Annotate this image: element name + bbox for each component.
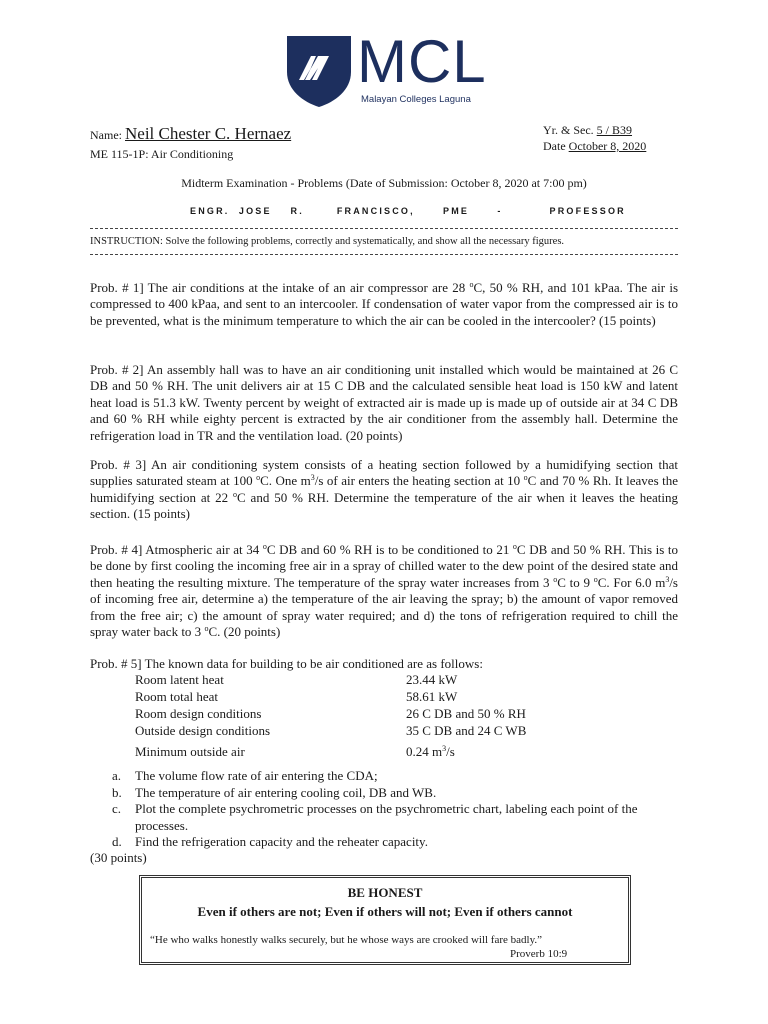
problem-2: Prob. # 2] An assembly hall was to have an air conditioning unit installed which would be maintained at 26 C DB and 50 % RH. The unit delivers air at 15 C DB and the calculated sensible heat load is 150 kW and latent heat load is 51.3 kW. Twenty percent by weight of extracted air is made up is made up of outside air at 34 C DB and 60 % RH while eighty percent is extracted by the air conditioner from the assembly hall. Determine the refrigeration load in TR and the ventilation load. (20 points)	[90, 362, 678, 443]
problem-5-questions	[112, 768, 678, 851]
exam-title: Midterm Examination - Problems (Date of Submission: October 8, 2020 at 7:00 pm)	[181, 176, 587, 190]
list-item: b. The temperature of air entering cooling coil, DB and WB.	[112, 784, 437, 800]
list-item: c. Plot the complete psychrometric processes on the psychrometric chart, labeling each point of the processes.	[112, 801, 638, 833]
year-section	[543, 123, 632, 138]
date-value: October 8, 2020	[568, 139, 647, 153]
proverb-quote: “He who walks honestly walks securely, but he whose ways are crooked will fare badly.”	[150, 934, 543, 946]
known-data-table	[135, 671, 526, 760]
date-label: Date	[543, 139, 566, 153]
logo-wordmark: MCL	[357, 28, 487, 95]
professor-line: ENGR. JOSE R. FRANCISCO, PME - PROFESSOR	[190, 206, 626, 216]
course-title: ME 115-1P: Air Conditioning	[90, 147, 234, 161]
date	[543, 139, 646, 154]
student-name-row	[90, 124, 291, 144]
problem-1: Prob. # 1] The air conditions at the intake of an air compressor are 28 $^o$C, 50 % RH, and 101 kPaa. The air is compressed to 400 kPaa, and sent to an intercooler. If condensation of water vapor from the compressed air is to be prevented, what is the minimum temperature to which the air can be cooled in the intercooler? (15 points)	[90, 280, 679, 328]
list-item: d. Find the refrigeration capacity and the reheater capacity.	[112, 834, 428, 849]
honesty-title: BE HONEST	[347, 885, 423, 900]
mcl-logo	[285, 30, 485, 110]
honesty-box	[139, 875, 631, 965]
divider-bottom	[90, 254, 678, 255]
student-name: Neil Chester C. Hernaez	[125, 124, 292, 143]
problem-3: Prob. # 3] An air conditioning system consists of a heating section followed by a humidifying section that supplies saturated steam at 100 $^o$C. One $m^3/s$ of air enters the heating section at 10 $^o$C and 70 % Rh. It leaves the humidifying section at 22 $^o$C and 50 % RH. Determine the temperature of the air when it leaves the heating section. (15 points)	[90, 457, 679, 522]
instruction: INSTRUCTION: Solve the following problems, correctly and systematically, and show all the necessary figures.	[90, 236, 565, 247]
list-item: a. The volume flow rate of air entering the CDA;	[112, 768, 378, 783]
honesty-subtitle: Even if others are not; Even if others will not; Even if others cannot	[197, 904, 573, 919]
shield-emblem-icon	[285, 32, 353, 108]
table-row: Minimum outside air 0.24 $m^3/s$	[135, 744, 455, 759]
proverb-source: Proverb 10:9	[510, 948, 568, 960]
divider-top	[90, 228, 678, 229]
name-label: Name:	[90, 128, 122, 142]
logo-subtitle: Malayan Colleges Laguna	[361, 94, 471, 105]
problem-5-points: (30 points)	[90, 850, 147, 865]
problem-4: Prob. # 4] Atmospheric air at 34 $^o$C DB and 60 % RH is to be conditioned to 21 $^o$C DB and 50 % RH. This is to be done by first cooling the incoming free air in a spray of chilled water to the dew point of the desired state and then heating the resulting mixture. The temperature of the spray water increases from 3 $^o$C to 9 $^o$C. For 6.0 $m^3/s$ of incoming free air, determine a) the temperature of the air leaving the spray; b) the amount of vapor removed from the free air; c) the amount of spray water required; and d) the tons of refrigeration required to chill the spray water back to 3 $^o$C. (20 points)	[90, 542, 678, 640]
table-row: Outside design conditions 35 C DB and 24 C WB	[135, 723, 527, 738]
problem-5-intro: Prob. # 5] The known data for building to be air conditioned are as follows:	[90, 656, 483, 671]
yrsec-label: Yr. & Sec.	[543, 123, 594, 137]
yrsec-value: 5 / B39	[596, 123, 633, 137]
table-row: Room design conditions 26 C DB and 50 % RH	[135, 706, 526, 721]
table-row: Room total heat 58.61 kW	[135, 689, 458, 704]
table-row: Room latent heat 23.44 kW	[135, 672, 458, 687]
